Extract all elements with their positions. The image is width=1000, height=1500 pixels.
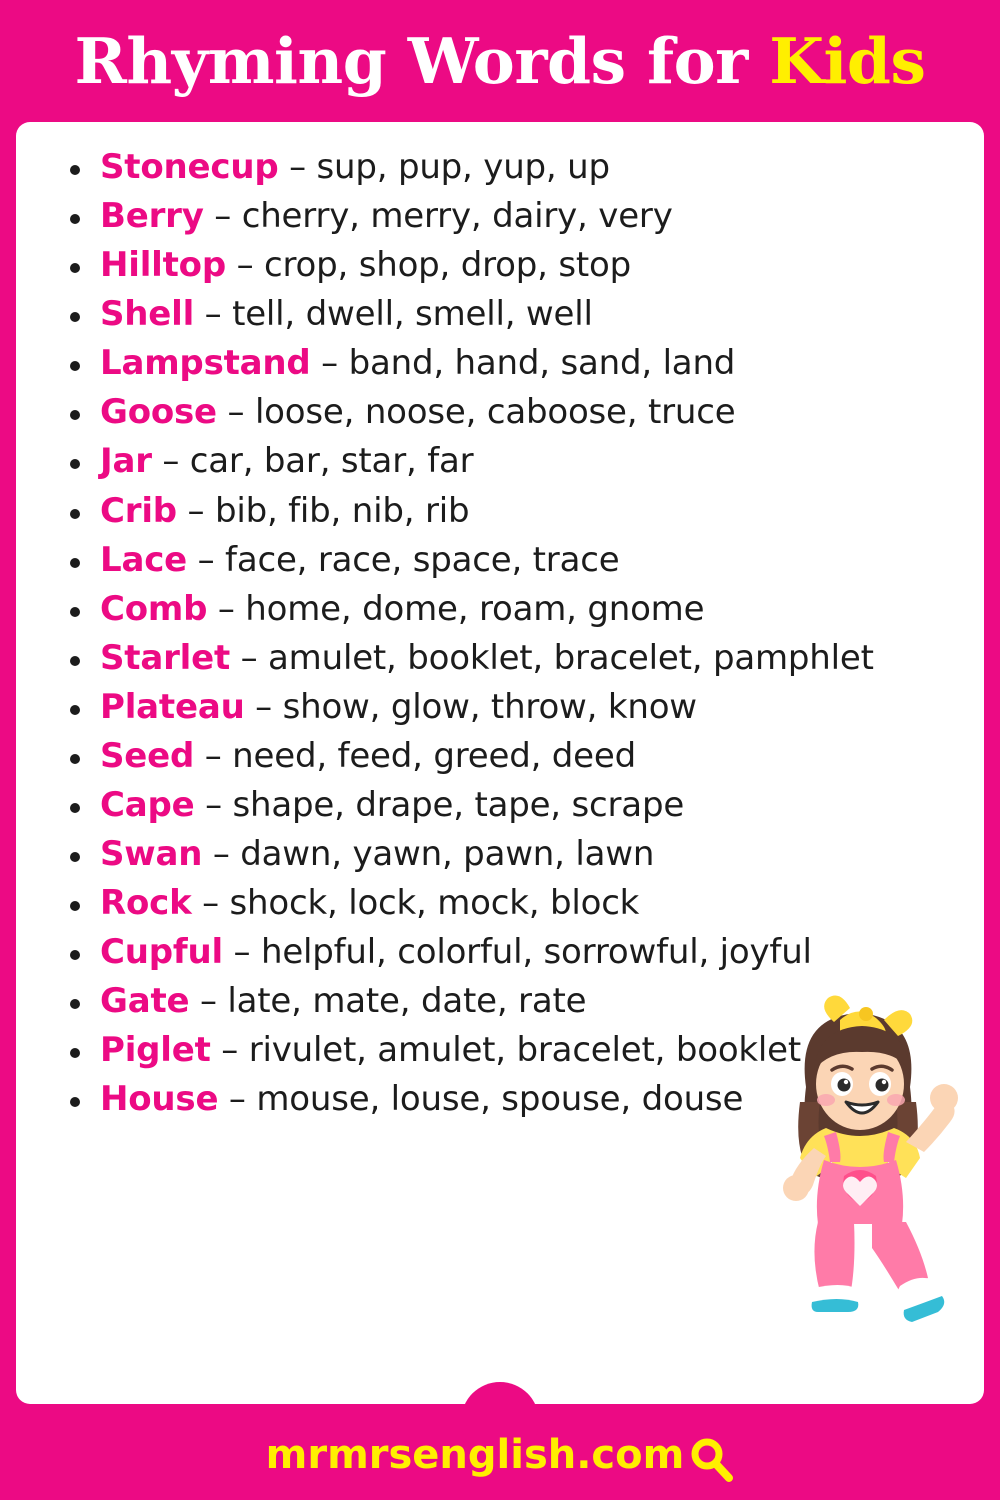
footer [0, 1404, 1000, 1500]
magnifier-icon [688, 1436, 734, 1482]
headword: Cupful [100, 932, 223, 973]
rhyme-words: show, glow, throw, know [282, 686, 697, 727]
list-item [42, 933, 958, 971]
separator: – [202, 834, 241, 875]
headword: Gate [100, 981, 190, 1022]
separator: – [225, 245, 264, 286]
rhyme-words: sup, pup, yup, up [316, 147, 610, 187]
list-item [42, 197, 958, 235]
list-item [42, 1031, 958, 1069]
headword: Rock [100, 883, 192, 924]
separator: – [194, 735, 233, 776]
list-item [42, 688, 958, 726]
site-url[interactable]: mrmrsenglish.com [265, 1432, 685, 1478]
headword: Stonecup [100, 147, 279, 187]
separator: – [230, 637, 269, 678]
headword: Cape [100, 785, 195, 826]
headword: Plateau [100, 686, 245, 727]
rhyme-words: mouse, louse, spouse, douse [256, 1079, 744, 1120]
separator: – [194, 785, 233, 826]
header [0, 0, 1000, 122]
list-item [42, 639, 958, 677]
headword: Goose [100, 392, 217, 433]
rhyme-words: car, bar, star, far [189, 441, 474, 482]
separator: – [216, 392, 255, 433]
content-card [16, 122, 984, 1404]
rhyme-words: bib, fib, nib, rib [214, 490, 470, 531]
rhyme-words: dawn, yawn, pawn, lawn [240, 834, 655, 875]
headword: Crib [100, 490, 177, 531]
page-title [75, 24, 926, 98]
headword: Starlet [100, 637, 231, 678]
list-item [42, 982, 958, 1020]
page-title-main: Rhyming Words for [74, 24, 770, 98]
separator: – [222, 932, 261, 973]
headword: House [100, 1079, 219, 1120]
list-item [42, 737, 958, 775]
list-item [42, 148, 958, 186]
separator: – [310, 343, 349, 384]
separator: – [187, 539, 226, 580]
list-item [42, 1080, 958, 1118]
site-credit [266, 1432, 735, 1478]
separator: – [194, 294, 233, 335]
headword: Lampstand [100, 343, 311, 384]
list-item [42, 835, 958, 873]
headword: Swan [100, 834, 203, 875]
rhyme-words: shape, drape, tape, scrape [232, 785, 685, 826]
rhyme-words: cherry, merry, dairy, very [241, 196, 673, 237]
rhyme-words: need, feed, greed, deed [232, 735, 637, 776]
headword: Seed [100, 735, 195, 776]
rhyme-words: band, hand, sand, land [348, 343, 736, 384]
headword: Piglet [100, 1030, 211, 1071]
rhyme-words: crop, shop, drop, stop [263, 245, 632, 286]
headword: Comb [100, 588, 208, 629]
headword: Lace [100, 539, 188, 580]
list-item [42, 295, 958, 333]
separator: – [176, 490, 215, 531]
rhyme-words: shock, lock, mock, block [229, 883, 640, 924]
list-item [42, 393, 958, 431]
rhyme-words: tell, dwell, smell, well [232, 294, 593, 335]
rhyme-words: home, dome, roam, gnome [245, 588, 705, 629]
list-item [42, 786, 958, 824]
separator: – [210, 1030, 249, 1071]
separator: – [278, 147, 317, 187]
separator: – [207, 588, 246, 629]
separator: – [218, 1079, 257, 1120]
list-item [42, 492, 958, 530]
list-item [42, 541, 958, 579]
rhyme-words: amulet, booklet, bracelet, pamphlet [268, 637, 874, 678]
headword: Shell [100, 294, 195, 335]
rhyme-words: rivulet, amulet, bracelet, booklet [248, 1030, 802, 1071]
separator: – [189, 981, 228, 1022]
list-item [42, 590, 958, 628]
separator: – [191, 883, 230, 924]
page-title-accent: Kids [769, 24, 926, 98]
headword: Hilltop [100, 245, 226, 286]
headword: Jar [100, 441, 152, 482]
rhyming-words-list [42, 148, 958, 1119]
rhyme-words: late, mate, date, rate [227, 981, 587, 1022]
list-item [42, 442, 958, 480]
rhyme-words: face, race, space, trace [225, 539, 620, 580]
rhyme-words: helpful, colorful, sorrowful, joyful [260, 932, 812, 973]
list-item [42, 344, 958, 382]
separator: – [244, 686, 283, 727]
list-item [42, 884, 958, 922]
list-item [42, 246, 958, 284]
separator: – [151, 441, 190, 482]
rhyme-words: loose, noose, caboose, truce [254, 392, 736, 433]
separator: – [203, 196, 242, 237]
headword: Berry [100, 196, 204, 237]
